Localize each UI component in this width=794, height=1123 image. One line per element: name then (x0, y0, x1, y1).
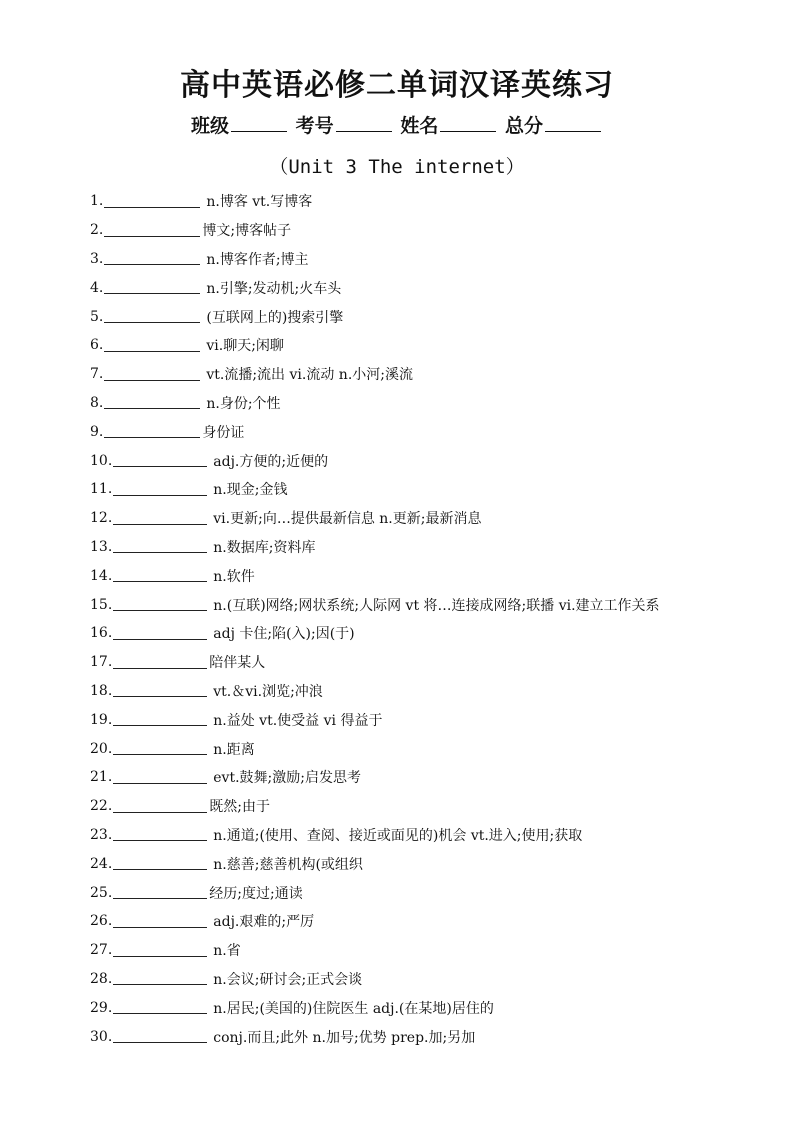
chinese-definition: n.距离 (213, 741, 255, 758)
answer-blank[interactable] (113, 742, 207, 755)
total-score-blank[interactable] (545, 114, 601, 132)
question-row (90, 993, 780, 1022)
chinese-definition: n.软件 (213, 568, 255, 585)
chinese-definition: vt.＆vi.浏览;冲浪 (213, 683, 323, 700)
exam-number-label: 考号 (295, 115, 334, 137)
answer-blank[interactable] (104, 425, 200, 438)
chinese-definition: adj.艰难的;严厉 (213, 914, 315, 931)
answer-blank[interactable] (113, 972, 207, 985)
question-row (90, 792, 780, 821)
question-row (90, 619, 780, 648)
name-label: 姓名 (400, 115, 439, 137)
question-number: 16. (90, 625, 113, 642)
question-row (90, 389, 780, 418)
answer-blank[interactable] (113, 771, 207, 784)
question-row (90, 590, 780, 619)
chinese-definition: n.现金;金钱 (213, 482, 288, 499)
chinese-definition: n.益处 vt.使受益 vi 得益于 (213, 712, 383, 729)
answer-blank[interactable] (113, 944, 207, 957)
chinese-definition: n.通道;(使用、查阅、接近或面见的)机会 vt.进入;使用;获取 (213, 827, 583, 844)
question-row (90, 331, 780, 360)
question-number: 12. (90, 510, 113, 527)
chinese-definition: 既然;由于 (209, 799, 270, 816)
question-number: 18. (90, 682, 113, 699)
question-number: 25. (90, 884, 113, 901)
chinese-definition: n.省 (213, 943, 241, 960)
question-number: 26. (90, 913, 113, 930)
chinese-definition: evt.鼓舞;激励;启发思考 (213, 770, 361, 787)
chinese-definition: adj 卡住;陷(入);因(于) (213, 626, 355, 643)
answer-blank[interactable] (113, 1001, 207, 1014)
answer-blank[interactable] (104, 281, 200, 294)
question-number: 1. (90, 193, 104, 210)
chinese-definition: vt.流播;流出 vi.流动 n.小河;溪流 (206, 367, 413, 384)
answer-blank[interactable] (104, 368, 200, 381)
question-number: 29. (90, 999, 113, 1016)
question-row (90, 648, 780, 677)
answer-blank[interactable] (113, 828, 207, 841)
question-number: 9. (90, 423, 104, 440)
question-row (90, 561, 780, 590)
question-number: 3. (90, 250, 104, 267)
question-row (90, 763, 780, 792)
question-row (90, 360, 780, 389)
class-label: 班级 (191, 115, 230, 137)
question-number: 2. (90, 222, 104, 239)
name-blank[interactable] (440, 114, 496, 132)
chinese-definition: 经历;度过;通读 (209, 885, 303, 902)
answer-blank[interactable] (113, 800, 207, 813)
question-number: 28. (90, 970, 113, 987)
total-score-label: 总分 (504, 115, 543, 137)
unit-heading: （Unit 3 The internet） (269, 156, 525, 178)
question-row (90, 705, 780, 734)
question-row (90, 849, 780, 878)
chinese-definition: 身份证 (202, 424, 245, 441)
question-number: 30. (90, 1028, 113, 1045)
answer-blank[interactable] (113, 857, 207, 870)
chinese-definition: vi.更新;向…提供最新信息 n.更新;最新消息 (213, 511, 482, 528)
question-number: 14. (90, 567, 113, 584)
question-row (90, 245, 780, 274)
answer-blank[interactable] (113, 483, 207, 496)
question-number: 27. (90, 942, 113, 959)
answer-blank[interactable] (113, 656, 207, 669)
answer-blank[interactable] (113, 540, 207, 553)
question-number: 20. (90, 740, 113, 757)
question-row (90, 878, 780, 907)
answer-blank[interactable] (113, 713, 207, 726)
question-number: 4. (90, 279, 104, 296)
chinese-definition: n.(互联)网络;网状系统;人际网 vt 将…连接成网络;联播 vi.建立工作关系 (213, 597, 660, 614)
question-row (90, 446, 780, 475)
chinese-definition: 博文;博客帖子 (202, 223, 292, 240)
question-number: 10. (90, 452, 113, 469)
answer-blank[interactable] (113, 454, 207, 467)
answer-blank[interactable] (104, 310, 200, 323)
answer-blank[interactable] (113, 569, 207, 582)
question-list (90, 187, 780, 1051)
question-number: 5. (90, 308, 104, 325)
chinese-definition: n.引擎;发动机;火车头 (206, 280, 342, 297)
question-number: 21. (90, 769, 113, 786)
question-row (90, 216, 780, 245)
question-number: 17. (90, 654, 113, 671)
question-number: 22. (90, 798, 113, 815)
question-row (90, 417, 780, 446)
question-number: 6. (90, 337, 104, 354)
chinese-definition: n.博客 vt.写博客 (206, 194, 313, 211)
answer-blank[interactable] (104, 224, 200, 237)
question-row (90, 936, 780, 965)
question-row (90, 187, 780, 216)
answer-blank[interactable] (104, 396, 200, 409)
question-number: 7. (90, 366, 104, 383)
page-title: 高中英语必修二单词汉译英练习 (180, 68, 614, 103)
chinese-definition: n.会议;研讨会;正式会谈 (213, 971, 363, 988)
chinese-definition: (互联网上的)搜索引擎 (206, 309, 344, 326)
answer-blank[interactable] (113, 512, 207, 525)
question-row (90, 533, 780, 562)
question-row (90, 475, 780, 504)
question-row (90, 734, 780, 763)
question-row (90, 273, 780, 302)
chinese-definition: vi.聊天;闲聊 (206, 338, 284, 355)
chinese-definition: adj.方便的;近便的 (213, 453, 329, 470)
answer-blank[interactable] (104, 339, 200, 352)
question-row (90, 965, 780, 994)
answer-blank[interactable] (113, 684, 207, 697)
question-number: 23. (90, 826, 113, 843)
question-row (90, 504, 780, 533)
answer-blank[interactable] (104, 195, 200, 208)
chinese-definition: conj.而且;此外 n.加号;优势 prep.加;另加 (213, 1029, 476, 1046)
question-row (90, 907, 780, 936)
question-row (90, 302, 780, 331)
chinese-definition: n.博客作者;博主 (206, 251, 309, 268)
chinese-definition: n.身份;个性 (206, 395, 281, 412)
exam-number-blank[interactable] (336, 114, 392, 132)
chinese-definition: n.居民;(美国的)住院医生 adj.(在某地)居住的 (213, 1000, 494, 1017)
class-blank[interactable] (231, 114, 287, 132)
answer-blank[interactable] (104, 252, 200, 265)
question-number: 19. (90, 711, 113, 728)
answer-blank[interactable] (113, 886, 207, 899)
answer-blank[interactable] (113, 627, 207, 640)
question-number: 13. (90, 538, 113, 555)
info-line (0, 111, 794, 138)
chinese-definition: n.数据库;资料库 (213, 539, 316, 556)
answer-blank[interactable] (113, 1030, 207, 1043)
question-number: 24. (90, 855, 113, 872)
question-row (90, 677, 780, 706)
question-row (90, 821, 780, 850)
chinese-definition: n.慈善;慈善机构(或组织 (213, 856, 363, 873)
answer-blank[interactable] (113, 598, 207, 611)
question-number: 11. (90, 481, 113, 498)
question-row (90, 1022, 780, 1051)
question-number: 8. (90, 394, 104, 411)
question-number: 15. (90, 596, 113, 613)
answer-blank[interactable] (113, 915, 207, 928)
chinese-definition: 陪伴某人 (209, 655, 266, 672)
